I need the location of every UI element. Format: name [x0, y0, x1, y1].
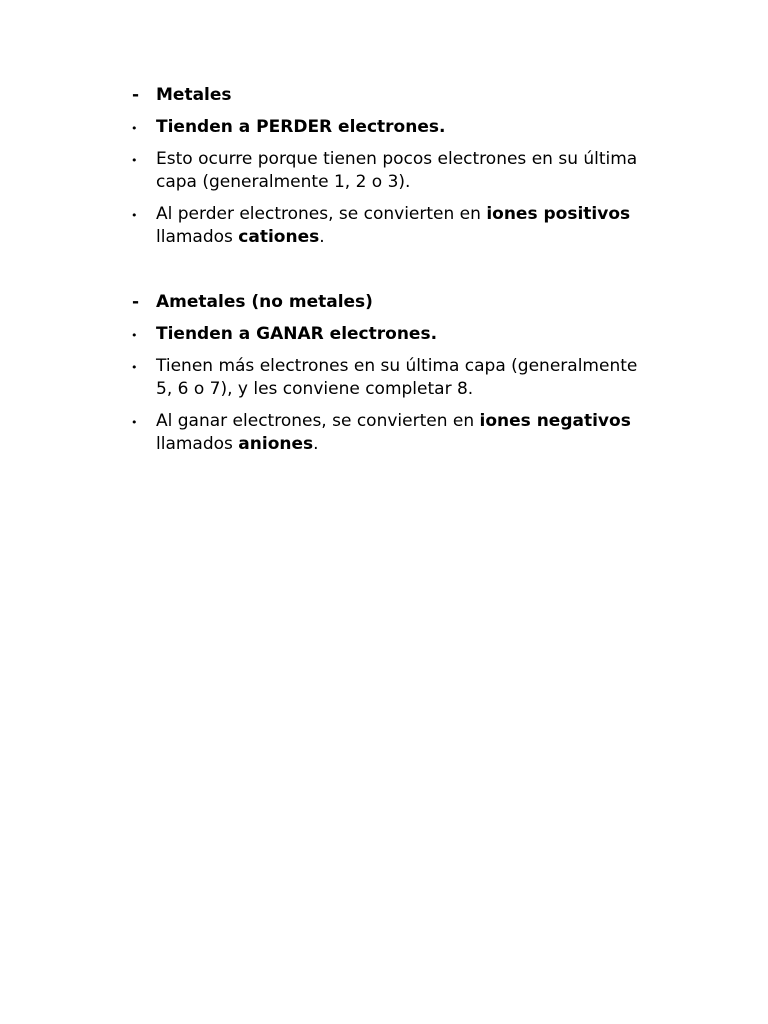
list-item-text-part: llamados: [156, 434, 239, 454]
bold-term: iones positivos: [486, 204, 631, 224]
section-heading-row: [130, 291, 650, 314]
list-item-text: Tienden a PERDER electrones.: [156, 117, 446, 137]
section-metales: [130, 84, 650, 258]
list-item: [130, 410, 650, 456]
list-item: [130, 116, 650, 139]
dash-marker: -: [132, 292, 140, 312]
bullet-icon: •: [131, 416, 138, 429]
list-item-text-part: .: [319, 227, 325, 247]
dash-marker: -: [132, 85, 140, 105]
list-item-text-part: .: [313, 434, 319, 454]
section-heading-row: [130, 84, 650, 107]
section-heading: Ametales (no metales): [156, 292, 373, 312]
list-item-text: Tienden a GANAR electrones.: [156, 324, 438, 344]
list-item: [130, 203, 650, 249]
bullet-icon: •: [131, 154, 138, 167]
list-item-text-part: Al ganar electrones, se convierten en: [156, 411, 480, 431]
list-item-text: Tienen más electrones en su última capa (generalmente 5, 6 o 7), y les conviene completar 8.: [156, 356, 638, 399]
bullet-icon: •: [131, 361, 138, 374]
section-ametales: [130, 291, 650, 465]
list-item: [130, 323, 650, 346]
bold-term: iones negativos: [479, 411, 631, 431]
bold-term: cationes: [238, 227, 320, 247]
list-item-text-part: llamados: [156, 227, 239, 247]
bold-term: aniones: [238, 434, 314, 454]
list-item-text: Esto ocurre porque tienen pocos electrones en su última capa (generalmente 1, 2 o 3).: [156, 149, 638, 192]
bullet-icon: •: [131, 122, 138, 135]
list-item: [130, 355, 650, 401]
bullet-icon: •: [131, 209, 138, 222]
list-item-text-part: Al perder electrones, se convierten en: [156, 204, 487, 224]
list-item: [130, 148, 650, 194]
section-heading: Metales: [156, 85, 232, 105]
bullet-icon: •: [131, 329, 138, 342]
